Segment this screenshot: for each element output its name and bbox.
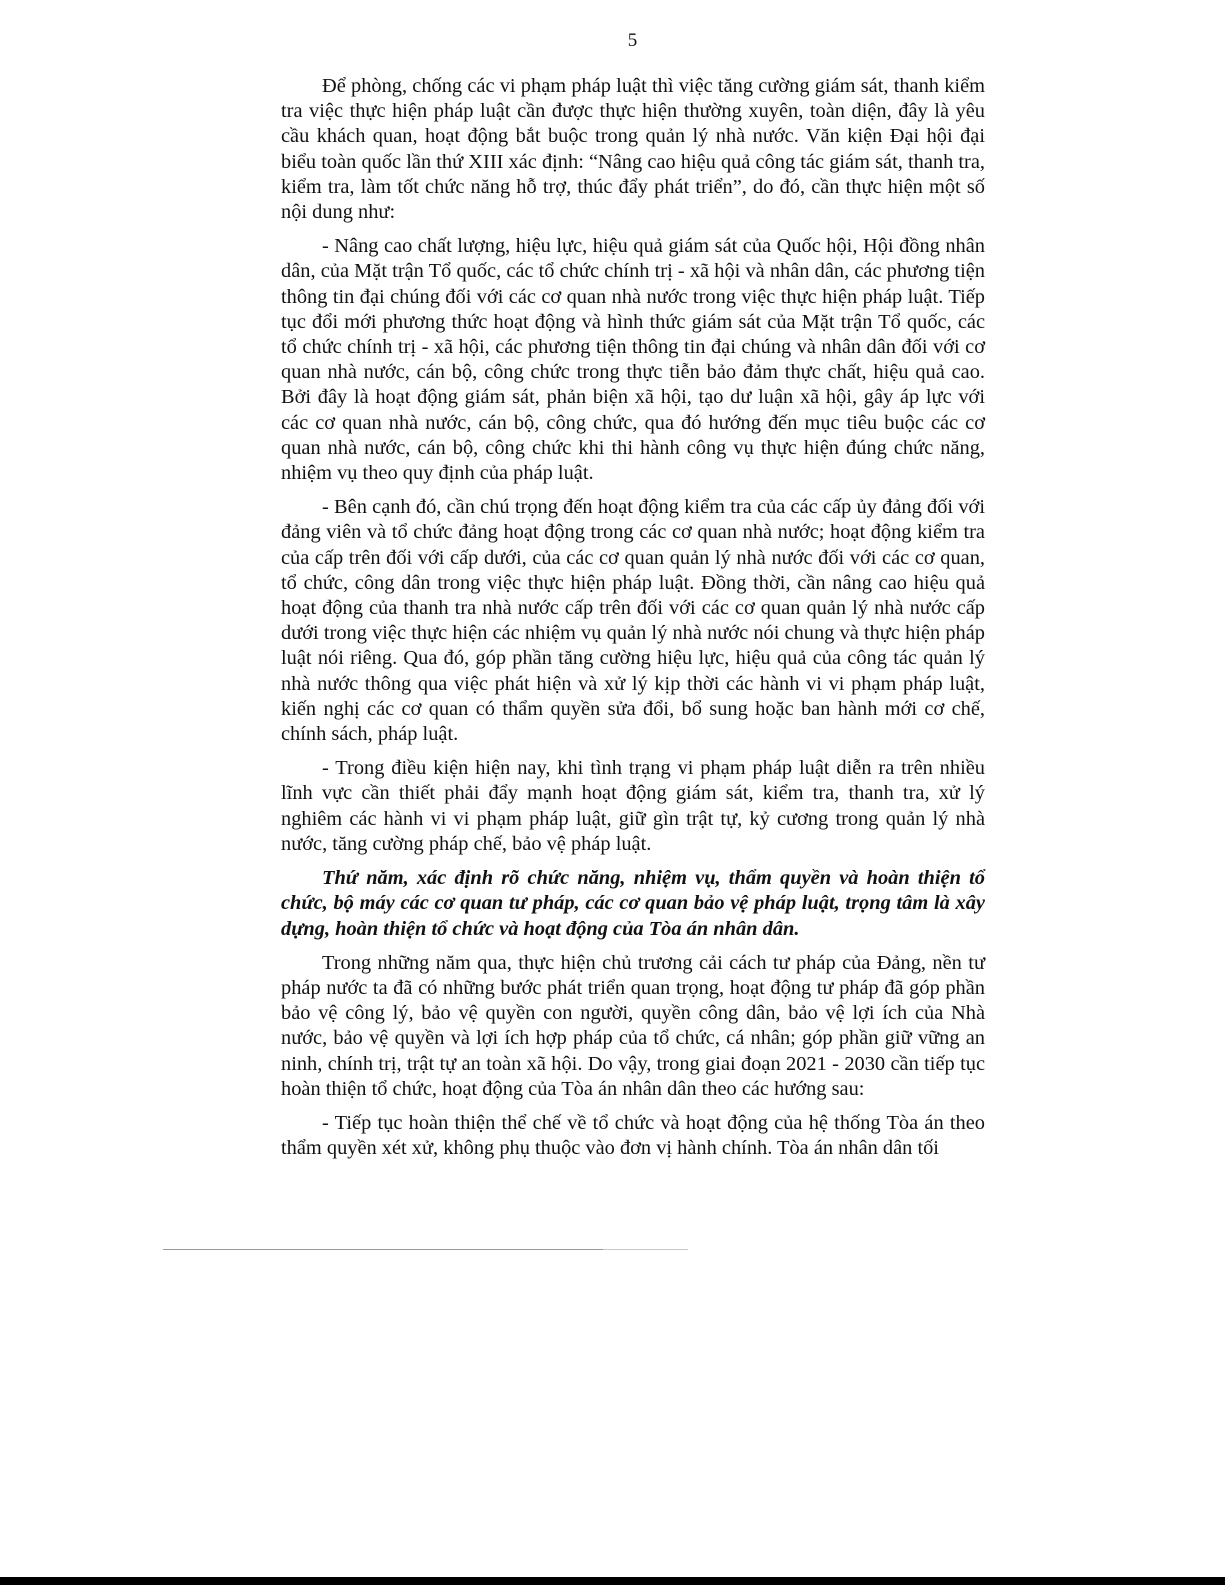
page-bottom-edge: [0, 1577, 1225, 1585]
section-heading-fifth: Thứ năm, xác định rõ chức năng, nhiệm vụ, thẩm quyền và hoàn thiện tổ chức, bộ máy các cơ quan tư pháp, các cơ quan bảo vệ pháp luật, trọng tâm là xây dựng, hoàn thiện tổ chức và hoạt động của Tòa án nhân dân.: [281, 867, 985, 940]
page-number: 5: [627, 30, 638, 51]
paragraph-bullet-court-system: - Tiếp tục hoàn thiện thể chế về tổ chức và hoạt động của hệ thống Tòa án theo thẩm quyền xét xử, không phụ thuộc vào đơn vị hành chính. Tòa án nhân dân tối: [281, 1111, 985, 1160]
footnote-separator: [163, 1249, 688, 1250]
paragraph-bullet-supervision: - Nâng cao chất lượng, hiệu lực, hiệu quả giám sát của Quốc hội, Hội đồng nhân dân, của Mặt trận Tổ quốc, các tổ chức chính trị - xã hội và nhân dân, các phương tiện thông tin đại chúng đối với các cơ quan nhà nước trong việc thực hiện pháp luật. Tiếp tục đổi mới phương thức hoạt động và hình thức giám sát của Mặt trận Tổ quốc, các tổ chức chính trị - xã hội, các phương tiện thông tin đại chúng và nhân dân đối với cơ quan nhà nước, cán bộ, công chức trong thực tiễn bảo đảm thực chất, hiệu quả cao. Bởi đây là hoạt động giám sát, phản biện xã hội, tạo dư luận xã hội, gây áp lực với các cơ quan nhà nước, cán bộ, công chức, qua đó hướng đến mục tiêu buộc các cơ quan nhà nước, cán bộ, công chức khi thi hành công vụ thực hiện đúng chức năng, nhiệm vụ theo quy định của pháp luật.: [281, 235, 985, 485]
paragraph-bullet-current-conditions: - Trong điều kiện hiện nay, khi tình trạng vi phạm pháp luật diễn ra trên nhiều lĩnh vực cần thiết phải đẩy mạnh hoạt động giám sát, kiểm tra, thanh tra, xử lý nghiêm các hành vi vi phạm pháp luật, giữ gìn trật tự, kỷ cương trong quản lý nhà nước, tăng cường pháp chế, bảo vệ pháp luật.: [281, 757, 985, 855]
footnote-separator-faint-segment: [603, 1249, 688, 1250]
body-text: [281, 74, 985, 1170]
paragraph-bullet-inspection: - Bên cạnh đó, cần chú trọng đến hoạt động kiểm tra của các cấp ủy đảng đối với đảng viên và tổ chức đảng hoạt động trong các cơ quan nhà nước; hoạt động kiểm tra của cấp trên đối với cấp dưới, của các cơ quan quản lý nhà nước đối với các cơ quan, tổ chức, công dân trong việc thực hiện pháp luật. Đồng thời, cần nâng cao hiệu quả hoạt động của thanh tra nhà nước cấp trên đối với các cơ quan quản lý nhà nước cấp dưới trong việc thực hiện các nhiệm vụ quản lý nhà nước nói chung và thực hiện pháp luật nói riêng. Qua đó, góp phần tăng cường hiệu lực, hiệu quả của công tác quản lý nhà nước thông qua việc phát hiện và xử lý kịp thời các hành vi vi phạm pháp luật, kiến nghị các cơ quan có thẩm quyền sửa đổi, bổ sung hoặc ban hành mới cơ chế, chính sách, pháp luật.: [281, 496, 985, 746]
paragraph-intro: Để phòng, chống các vi phạm pháp luật thì việc tăng cường giám sát, thanh kiểm tra việc thực hiện pháp luật cần được thực hiện thường xuyên, toàn diện, đây là yêu cầu khách quan, hoạt động bắt buộc trong quản lý nhà nước. Văn kiện Đại hội đại biểu toàn quốc lần thứ XIII xác định: “Nâng cao hiệu quả công tác giám sát, thanh tra, kiểm tra, làm tốt chức năng hỗ trợ, thúc đẩy phát triển”, do đó, cần thực hiện một số nội dung như:: [281, 75, 985, 224]
paragraph-judicial-reform: Trong những năm qua, thực hiện chủ trương cải cách tư pháp của Đảng, nền tư pháp nước ta đã có những bước phát triển quan trọng, hoạt động tư pháp đã góp phần bảo vệ công lý, bảo vệ quyền con người, quyền công dân, bảo vệ lợi ích của Nhà nước, bảo vệ quyền và lợi ích hợp pháp của tổ chức, cá nhân; góp phần giữ vững an ninh, chính trị, trật tự an toàn xã hội. Do vậy, trong giai đoạn 2021 - 2030 cần tiếp tục hoàn thiện tổ chức, hoạt động của Tòa án nhân dân theo các hướng sau:: [281, 951, 985, 1100]
